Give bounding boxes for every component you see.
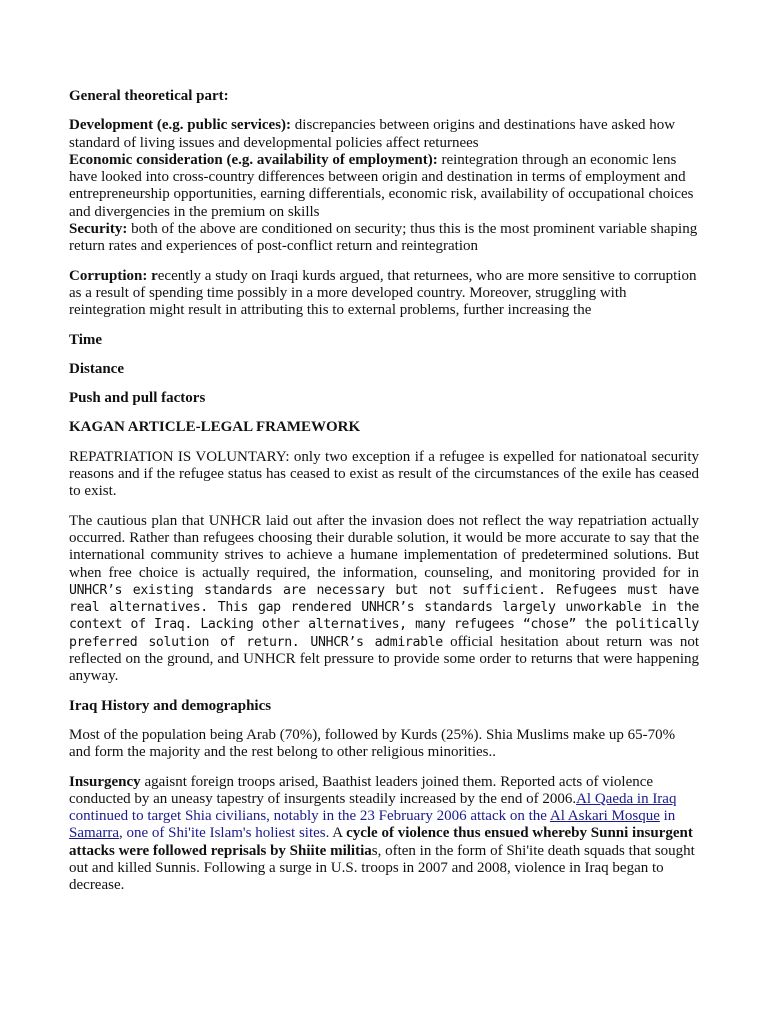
label-insurgency: Insurgency	[69, 773, 141, 790]
label-corruption: Corruption: r	[69, 267, 158, 284]
paragraph-population: Most of the population being Arab (70%), followed by Kurds (25%). Shia Muslims make up 65-70% and form the majority and the rest belong to other religious minorities..	[69, 726, 676, 761]
paragraph-corruption: Corruption: recently a study on Iraqi kurds argued, that returnees, who are more sensitive to corruption as a result of spending time possibly in a more developed country. Moreover, struggling with reintegration might result in attributing this to external problems, further increasing the	[69, 267, 697, 319]
paragraph-security: Security: both of the above are conditioned on security; thus this is the most prominent variable shaping return rates and experiences of post-conflict return and reintegration	[69, 221, 698, 255]
label-development: Development (e.g. public services):	[69, 117, 292, 134]
paragraph-cautious-plan: The cautious plan that UNHCR laid out after the invasion does not reflect the way repatriation actually occurred. Rather than refugees choosing their durable solution, it would be more accurate to say that the international community strives to achieve a humane implementation of predetermined solutions. But when free choice is actually required, the information, counseling, and monitoring provided for in UNHCR’s existing standards are necessary but not sufficient. Refugees must have real alternatives. This gap rendered UNHCR’s standards largely unworkable in the context of Iraq. Lacking other alternatives, many refugees “chose” the politically preferred solution of return. UNHCR’s admirable official hesitation about return was not reflected on the ground, and UNHCR felt pressure to provide some order to returns that were happening anyway.	[69, 512, 699, 685]
label-economic: Economic consideration (e.g. availability of employment):	[69, 151, 438, 168]
paragraph-insurgency: Insurgency agaisnt foreign troops arised, Baathist leaders joined them. Reported acts of violence conducted by an uneasy tapestry of insurgents steadily increased by the end of 2006.Al Qaeda in Iraq continued to target Shia civilians, notably in the 23 February 2006 attack on the Al Askari Mosque in Samarra, one of Shi'ite Islam's holiest sites. A cycle of violence thus ensued whereby Sunni insurgent attacks were followed reprisals by Shiite militias, often in the form of Shi'ite death squads that sought out and killed Sunnis. Following a surge in U.S. troops in 2007 and 2008, violence in Iraq began to decrease.	[69, 773, 695, 894]
heading-push-pull: Push and pull factors	[69, 390, 206, 407]
heading-iraq-history: Iraq History and demographics	[69, 697, 272, 714]
heading-time: Time	[69, 331, 103, 348]
paragraph-economic: Economic consideration (e.g. availability of employment): reintegration through an economic lens have looked into cross-country differences between origin and destination in terms of employment and entrepreneurship opportunities, earning differentials, economic risk, availability of occupational choices and divergencies in the premium on skills	[69, 151, 694, 220]
link-al-qaeda-in-iraq[interactable]: Al Qaeda in Iraq	[576, 790, 677, 807]
paragraph-development: Development (e.g. public services): discrepancies between origins and destinations have asked how standard of living issues and developmental policies affect returnees	[69, 117, 676, 151]
heading-distance: Distance	[69, 360, 124, 377]
paragraph-repatriation: REPATRIATION IS VOLUNTARY: only two exception if a refugee is expelled for nationatoal security reasons and if the refugee status has ceased to exist as result of the circumstances of the exile has ceased to exist.	[69, 448, 699, 500]
section-heading-theory: General theoretical part:	[69, 88, 229, 104]
document-body	[69, 88, 699, 895]
link-samarra[interactable]: Samarra	[69, 825, 119, 842]
heading-kagan: KAGAN ARTICLE-LEGAL FRAMEWORK	[69, 419, 361, 436]
label-security: Security:	[69, 221, 128, 238]
link-al-askari-mosque[interactable]: Al Askari Mosque	[549, 808, 660, 825]
